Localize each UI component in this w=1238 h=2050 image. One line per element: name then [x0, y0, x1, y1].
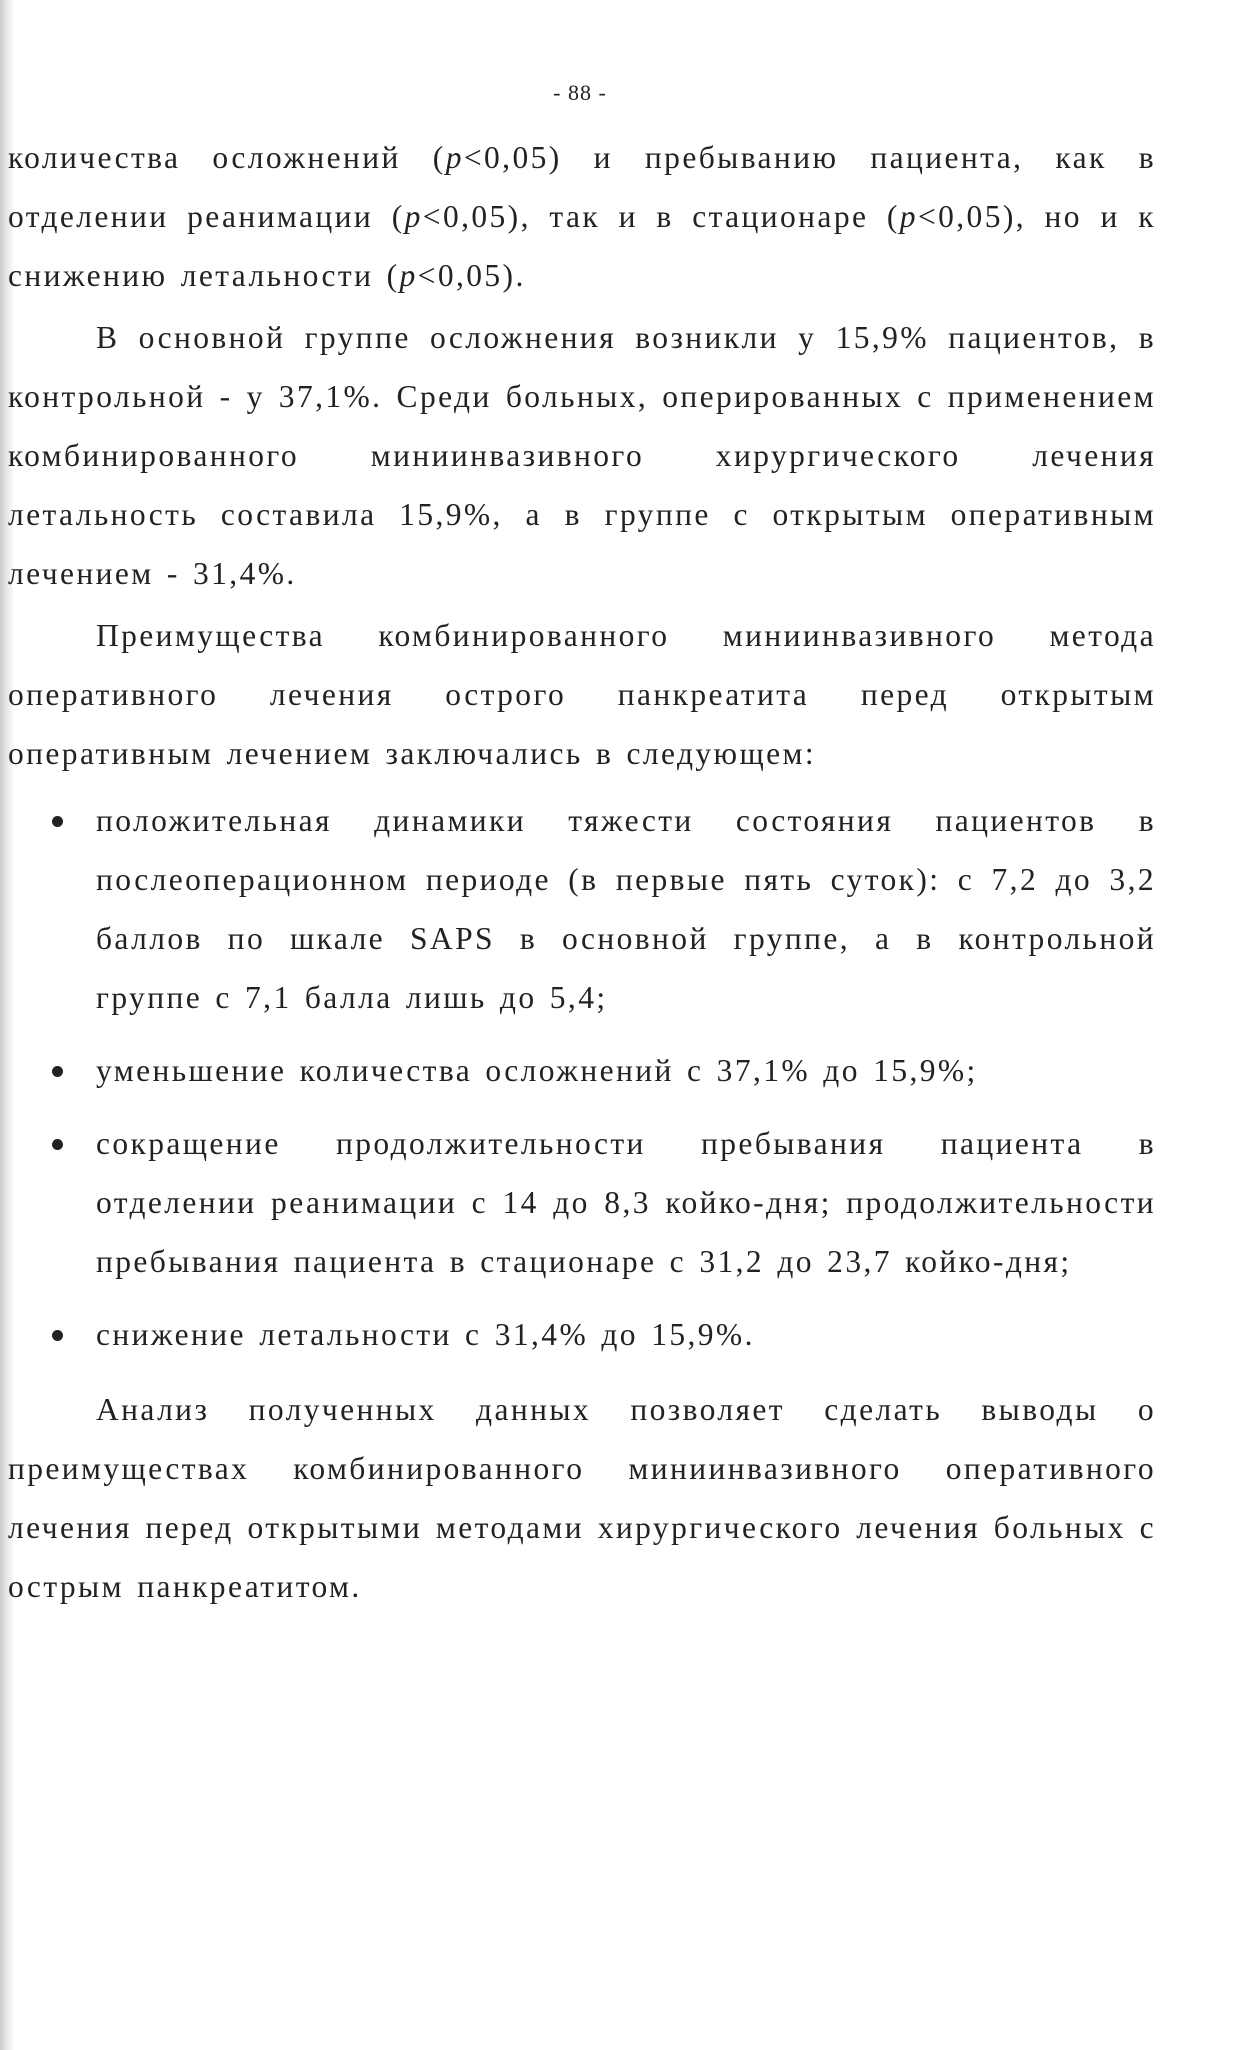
- text-segment: количества осложнений (: [8, 140, 446, 175]
- text-segment: <0,05) и пребыванию пациента, как в отделении реанимации (: [8, 140, 1156, 234]
- document-body: [8, 128, 1156, 1616]
- bullet-icon: [52, 1330, 63, 1341]
- list-item: [8, 791, 1156, 1027]
- list-item-text: положительная динамики тяжести состояния пациентов в послеоперационном периоде (в первые пять суток): с 7,2 до 3,2 баллов по шкале SAPS в основной группе, а в контрольной группе с 7,1 балла лишь до 5,4;: [96, 803, 1156, 1015]
- p-value-symbol: p: [399, 258, 418, 293]
- text-segment: <0,05), но и к снижению летальности (: [8, 199, 1157, 293]
- bullet-icon: [52, 1139, 63, 1150]
- bullet-icon: [52, 816, 63, 827]
- text-segment: <0,05).: [417, 258, 526, 293]
- p-value-symbol: p: [404, 199, 423, 234]
- p-value-symbol: p: [445, 140, 464, 175]
- text-segment: <0,05), так и в стационаре (: [422, 199, 900, 234]
- list-item: [8, 1041, 1156, 1100]
- p-value-symbol: p: [899, 199, 918, 234]
- list-item-text: сокращение продолжительности пребывания пациента в отделении реанимации с 14 до 8,3 койко-дня; продолжительности пребывания пациента в стационаре с 31,2 до 23,7 койко-дня;: [96, 1126, 1156, 1279]
- bullet-icon: [52, 1066, 63, 1077]
- list-item: [8, 1305, 1156, 1364]
- page-number: - 88 -: [553, 80, 607, 105]
- list-item-text: уменьшение количества осложнений с 37,1% до 15,9%;: [96, 1053, 978, 1088]
- paragraph-conclusion: Анализ полученных данных позволяет сделать выводы о преимуществах комбинированного миниинвазивного оперативного лечения перед открытыми методами хирургического лечения больных с острым панкреатитом.: [8, 1392, 1156, 1604]
- paragraph-complications: В основной группе осложнения возникли у 15,9% пациентов, в контрольной - у 37,1%. Среди больных, оперированных с применением комбинированного миниинвазивного хирургического лечения летальность составила 15,9%, а в группе с открытым оперативным лечением - 31,4%.: [8, 320, 1156, 591]
- list-item: [8, 1114, 1156, 1291]
- paragraph-advantages-intro: Преимущества комбинированного миниинвазивного метода оперативного лечения острого панкреатита перед открытым оперативным лечением заключались в следующем:: [8, 618, 1156, 771]
- advantages-list: [8, 791, 1156, 1364]
- list-item-text: снижение летальности с 31,4% до 15,9%.: [96, 1317, 755, 1352]
- paragraph-continuation: [8, 128, 1156, 305]
